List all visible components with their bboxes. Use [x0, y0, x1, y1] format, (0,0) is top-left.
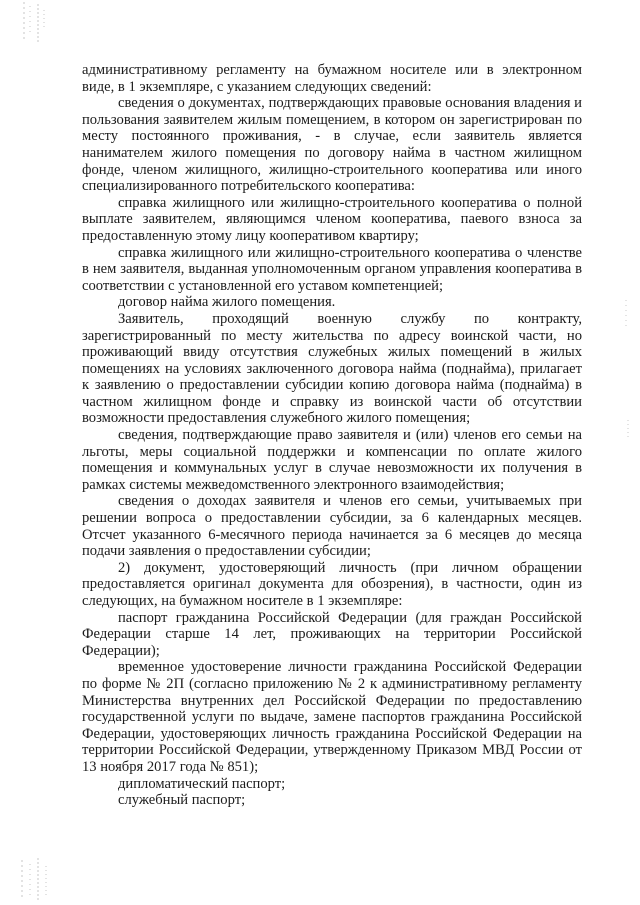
document-body: [82, 62, 582, 809]
paragraph-5: Заявитель, проходящий военную службу по контракту, зарегистрированный по месту жительства по адресу воинской части, но проживающий ввиду отсутствия служебных жилых помещений в жилых помещениях на условиях заключенного договора найма (поднайма), прилагает к заявлению о предоставлении субсидии копию договора найма (поднайма) в частном жилищном фонде и справку из воинской части об отсутствии возможности предоставления служебного жилого помещения;: [82, 310, 582, 427]
paragraph-2: справка жилищного или жилищно-строительного кооператива о полной выплате заявителем, являющимся членом кооператива, паевого взноса за предоставленную этому лицу кооперативом квартиру;: [82, 194, 582, 244]
paragraph-6: сведения, подтверждающие право заявителя и (или) членов его семьи на льготы, меры социальной поддержки и компенсации по оплате жилого помещения и коммунальных услуг в случае невозможности их получения в рамках системы межведомственного электронного взаимодействия;: [82, 427, 582, 493]
paragraph-3: справка жилищного или жилищно-строительного кооператива о членстве в нем заявителя, выданная уполномоченным органом управления кооператива в соответствии с установленной его уставом компетенцией;: [82, 244, 582, 294]
paragraph-8: 2) документ, удостоверяющий личность (при личном обращении предоставляется оригинал документа для обозрения), в частности, один из следующих, на бумажном носителе в 1 экземпляре:: [82, 559, 582, 609]
paragraph-9: паспорт гражданина Российской Федерации (для граждан Российской Федерации старше 14 лет, проживающих на территории Российской Федерации);: [82, 609, 582, 659]
paragraph-0: административному регламенту на бумажном носителе или в электронном виде, в 1 экземпляре, с указанием следующих сведений:: [82, 62, 582, 95]
paragraph-4: договор найма жилого помещения.: [118, 294, 336, 311]
paragraph-7: сведения о доходах заявителя и членов его семьи, учитываемых при решении вопроса о предоставлении субсидии, за 6 календарных месяцев. Отсчет указанного 6-месячного периода начинается за 6 месяцев до месяца подачи заявления о предоставлении субсидии;: [82, 493, 582, 560]
paragraph-11: дипломатический паспорт;: [118, 775, 286, 792]
paragraph-12: служебный паспорт;: [118, 792, 246, 809]
paragraph-1: сведения о документах, подтверждающих правовые основания владения и пользования заявителем жилым помещением, в котором он зарегистрирован по месту постоянного проживания, - в случае, если заявитель является нанимателем жилого помещения по договору найма в частном жилищном фонде, членом жилищного, жилищно-строительного кооператива или иного специализированного потребительского кооператива:: [82, 95, 582, 195]
paragraph-10: временное удостоверение личности гражданина Российской Федерации по форме № 2П (согласно приложению № 2 к административному регламенту Министерства внутренних дел Российской Федерации по предоставлению государственной услуги по выдаче, замене паспортов гражданина Российской Федерации, удостоверяющих личность гражданина Российской Федерации на территории Российской Федерации, утвержденному Приказом МВД России от 13 ноября 2017 года № 851);: [82, 659, 582, 775]
